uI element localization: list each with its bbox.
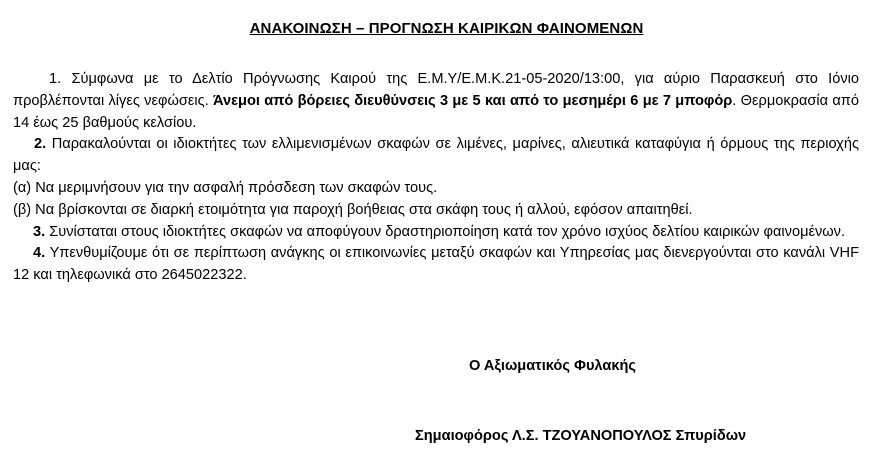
item-b: (β) Να βρίσκονται σε διαρκή ετοιμότητα για παροχή βοήθειας στα σκάφη τους ή αλλού, εφόσον απαιτηθεί. (13, 201, 693, 218)
paragraph-4-text: Υπενθυμίζουμε ότι σε περίπτωση ανάγκης οι επικοινωνίες μεταξύ σκαφών και Υπηρεσίας μας διενεργούνται στο κανάλι VHF 12 και τηλεφωνικά στο 2645022322. (13, 245, 859, 284)
paragraph-3 (13, 222, 859, 244)
officer-title: Ο Αξιωματικός Φυλακής (469, 358, 636, 374)
paragraph-1-bold-text: Άνεμοι από βόρειες διευθύνσεις 3 με 5 και από το μεσημέρι 6 με 7 μποφόρ (213, 92, 733, 109)
paragraph-4 (13, 243, 859, 287)
paragraph-1-text-a: Σύμφωνα με το Δελτίο Πρόγνωσης Καιρού της Ε.Μ.Υ/Ε.Μ.Κ.21-05-2020/13:00, για αύριο Παρασκευή στο Ιόνιο προβλέπονται λίγες νεφώσεις. (13, 71, 859, 109)
paragraph-3-text: Συνίσταται στους ιδιοκτήτες σκαφών να αποφύγουν δραστηριοποίηση κατά τον χρόνο ισχύος δελτίου καιρικών φαινομένων. (45, 223, 846, 240)
paragraph-2-text: Παρακαλούνται οι ιδιοκτήτες των ελλιμενισμένων σκαφών σε λιμένες, μαρίνες, αλιευτικά καταφύγια ή όρμους της περιοχής μας: (13, 136, 859, 175)
paragraph-2-number: 2. (34, 136, 47, 153)
signature: Σημαιοφόρος Λ.Σ. ΤΖΟΥΑΝΟΠΟΥΛΟΣ Σπυρίδων (415, 428, 747, 444)
paragraph-1 (13, 69, 859, 134)
paragraph-1-text-b: . Θερμοκρασία από 14 έως 25 βαθμούς κελσίου. (13, 92, 859, 131)
paragraph-1-number: 1. (49, 71, 62, 87)
document-title: ΑΝΑΚΟΙΝΩΣΗ – ΠΡΟΓΝΩΣΗ ΚΑΙΡΙΚΩΝ ΦΑΙΝΟΜΕΝΩΝ (249, 20, 644, 37)
item-a: (α) Να μεριμνήσουν για την ασφαλή πρόσδεση των σκαφών τους. (13, 179, 438, 196)
document-body (13, 69, 859, 287)
paragraph-2 (13, 134, 859, 178)
paragraph-4-number: 4. (33, 245, 46, 262)
paragraph-3-number: 3. (33, 223, 46, 240)
